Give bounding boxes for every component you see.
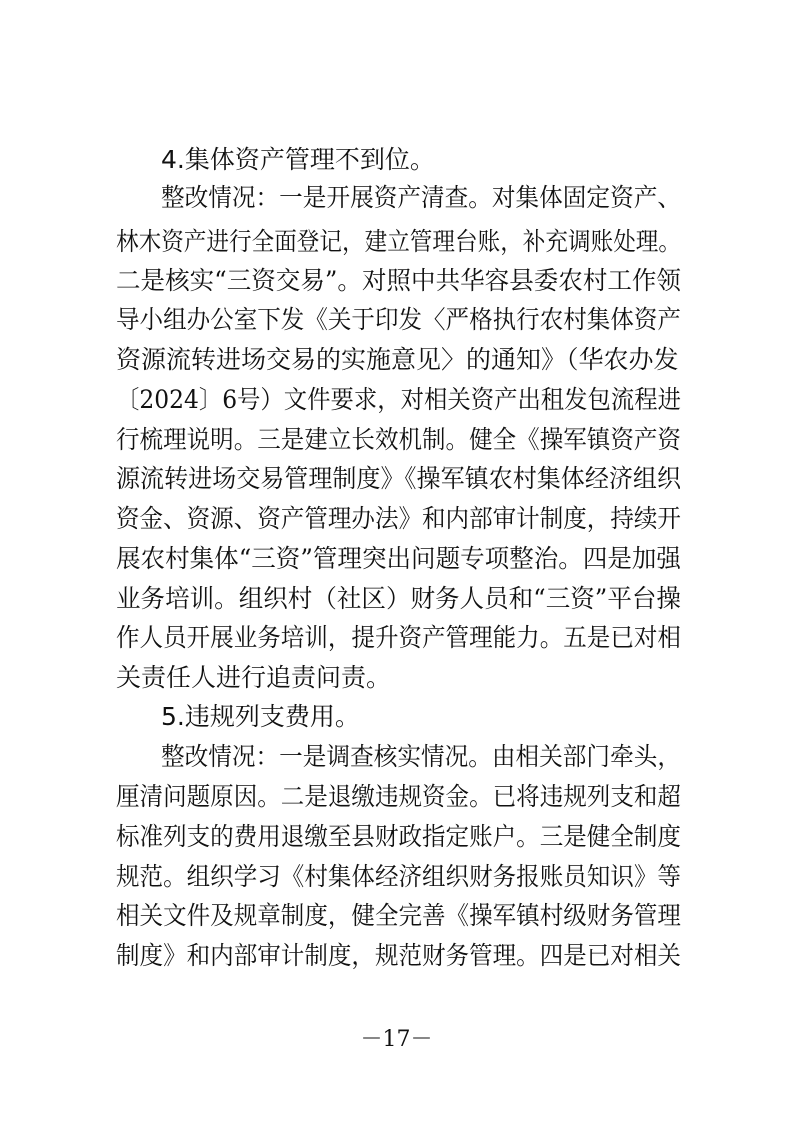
text-line: 资源流转进场交易的实施意见〉的通知》（华农办发 [116,345,679,374]
section-heading-5 [0,700,793,734]
text-line: 作人员开展业务培训，提升资产管理能力。五是已对相 [116,623,681,652]
text-line: 整改情况：一是调查核实情况。由相关部门牵头， [161,742,681,771]
paragraph-line [0,820,793,854]
text-line: 资金、资源、资产管理办法》和内部审计制度，持续开 [116,504,681,533]
paragraph-line [0,303,793,337]
section-heading-4 [0,143,793,177]
text-line: 标准列支的费用退缴至县财政指定账户。三是健全制度 [116,822,681,851]
page-number: －17－ [360,1027,433,1052]
text-line: 4.集体资产管理不到位。 [161,145,435,174]
paragraph-line [0,542,793,576]
paragraph-line [0,860,793,894]
text-line: 5.违规列支费用。 [161,702,360,731]
paragraph-line [0,899,793,933]
text-line: 相关文件及规章制度，健全完善《操军镇村级财务管理 [116,901,681,930]
text-line: 关责任人进行追责问责。 [116,663,392,692]
text-line: 行梳理说明。三是建立长效机制。健全《操军镇资产资 [116,425,681,454]
paragraph-line [0,621,793,655]
text-line: 整改情况：一是开展资产清查。对集体固定资产、 [161,183,681,212]
paragraph-line [0,225,793,259]
paragraph-line [0,502,793,536]
paragraph-line [0,343,793,377]
text-line: 源流转进场交易管理制度》《操军镇农村集体经济组织 [116,464,682,493]
text-line: 林木资产进行全面登记，建立管理台账，补充调账处理。 [116,227,682,256]
text-line: 导小组办公室下发《关于印发〈严格执行农村集体资产 [116,305,681,334]
paragraph-line [0,462,793,496]
paragraph-line [0,740,793,774]
paragraph-line [0,181,793,215]
text-line: 展农村集体“三资”管理突出问题专项整治。四是加强 [116,544,681,573]
paragraph-line [0,939,793,973]
text-line: 制度》和内部审计制度，规范财务管理。四是已对相关 [116,941,681,970]
paragraph-line [0,383,793,417]
text-line: 厘清问题原因。二是退缴违规资金。已将违规列支和超 [116,782,681,811]
text-line: 〔2024〕6号）文件要求，对相关资产出租发包流程进 [116,385,681,414]
paragraph-line [0,423,793,457]
paragraph-line [0,661,793,695]
text-line: 业务培训。组织村（社区）财务人员和“三资”平台操 [116,584,681,613]
text-line: 规范。组织学习《村集体经济组织财务报账员知识》等 [116,862,681,891]
paragraph-line [0,264,793,298]
text-line: 二是核实“三资交易”。对照中共华容县委农村工作领 [116,266,681,295]
paragraph-line [0,780,793,814]
paragraph-line [0,582,793,616]
